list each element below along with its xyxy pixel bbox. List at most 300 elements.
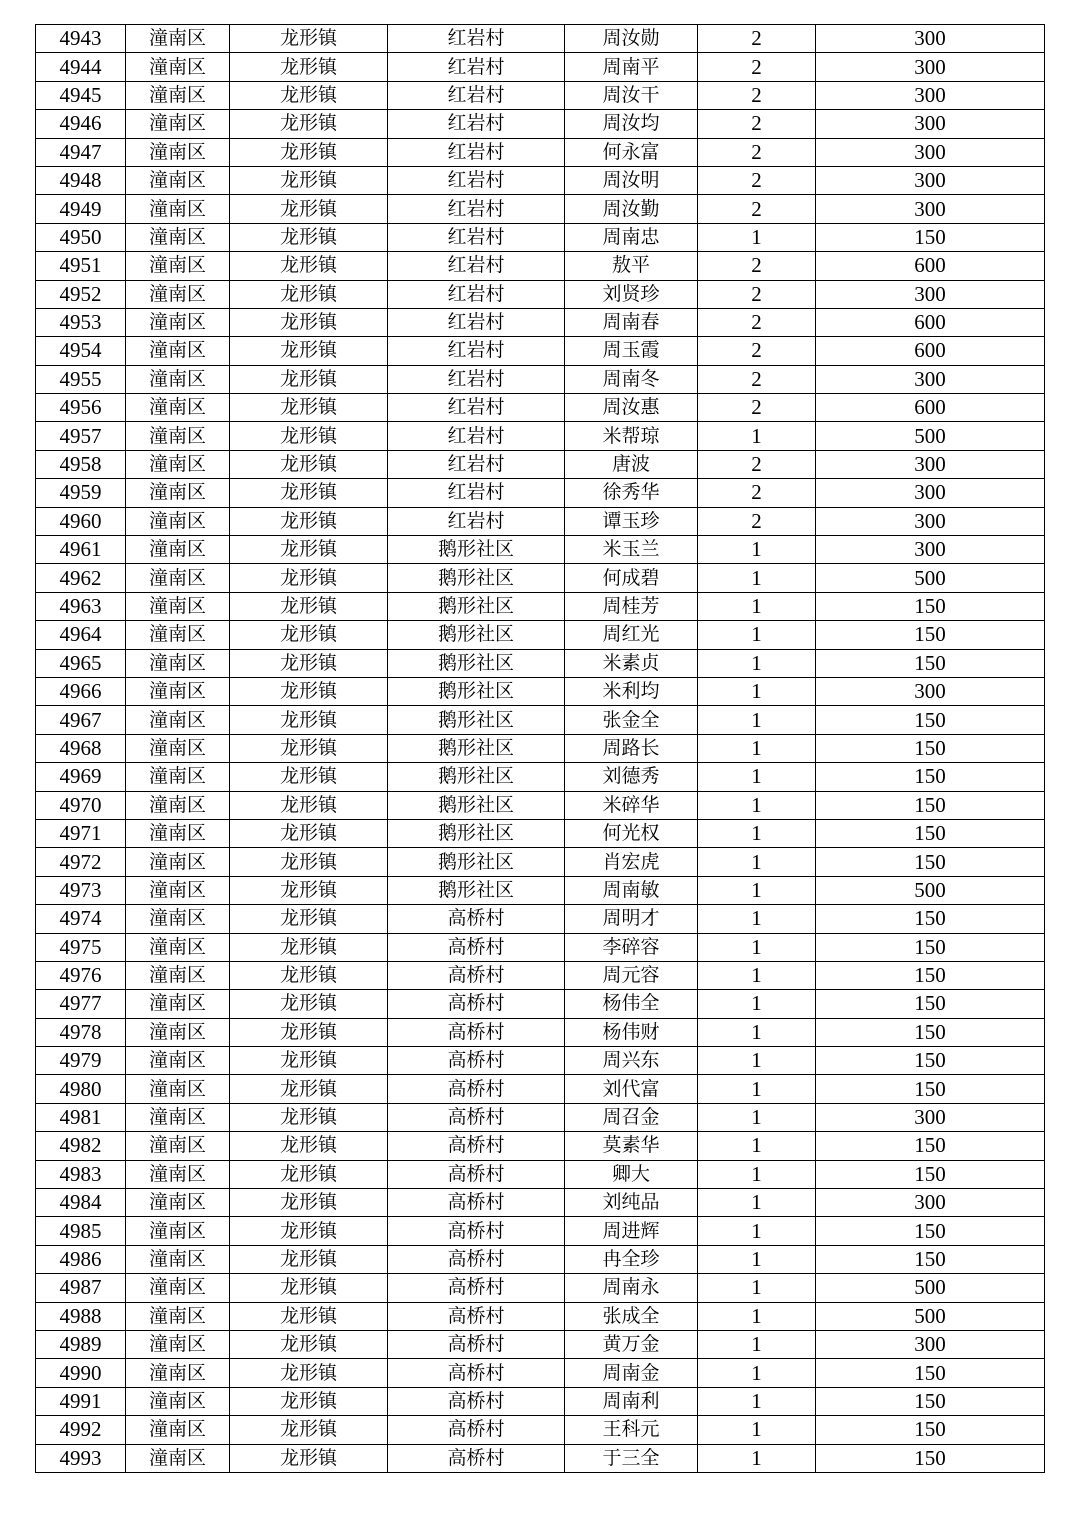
cell-amount: 300 xyxy=(816,479,1045,507)
cell-people: 1 xyxy=(698,1160,816,1188)
table-row xyxy=(36,1274,1045,1302)
cell-district: 潼南区 xyxy=(126,1302,230,1330)
cell-name: 周汝均 xyxy=(565,110,698,138)
cell-no: 4988 xyxy=(36,1302,126,1330)
cell-no: 4951 xyxy=(36,252,126,280)
cell-town: 龙形镇 xyxy=(230,507,388,535)
cell-name: 周汝干 xyxy=(565,81,698,109)
cell-amount: 300 xyxy=(816,677,1045,705)
table-row xyxy=(36,1416,1045,1444)
cell-town: 龙形镇 xyxy=(230,252,388,280)
table-row xyxy=(36,166,1045,194)
cell-amount: 600 xyxy=(816,252,1045,280)
cell-name: 周玉霞 xyxy=(565,337,698,365)
cell-town: 龙形镇 xyxy=(230,280,388,308)
cell-village: 红岩村 xyxy=(388,450,565,478)
cell-village: 高桥村 xyxy=(388,905,565,933)
cell-no: 4956 xyxy=(36,394,126,422)
cell-amount: 150 xyxy=(816,1416,1045,1444)
cell-town: 龙形镇 xyxy=(230,308,388,336)
cell-amount: 150 xyxy=(816,1160,1045,1188)
table-row xyxy=(36,621,1045,649)
cell-amount: 300 xyxy=(816,1103,1045,1131)
records-table xyxy=(35,24,1045,1473)
cell-village: 鹅形社区 xyxy=(388,763,565,791)
cell-name: 刘代富 xyxy=(565,1075,698,1103)
cell-village: 红岩村 xyxy=(388,365,565,393)
cell-district: 潼南区 xyxy=(126,1330,230,1358)
cell-no: 4954 xyxy=(36,337,126,365)
cell-people: 1 xyxy=(698,1103,816,1131)
cell-village: 鹅形社区 xyxy=(388,536,565,564)
cell-name: 杨伟财 xyxy=(565,1018,698,1046)
cell-district: 潼南区 xyxy=(126,1274,230,1302)
cell-people: 1 xyxy=(698,592,816,620)
cell-no: 4961 xyxy=(36,536,126,564)
cell-no: 4947 xyxy=(36,138,126,166)
table-row xyxy=(36,138,1045,166)
cell-people: 2 xyxy=(698,479,816,507)
cell-district: 潼南区 xyxy=(126,677,230,705)
table-row xyxy=(36,1302,1045,1330)
cell-no: 4991 xyxy=(36,1387,126,1415)
cell-town: 龙形镇 xyxy=(230,1075,388,1103)
cell-amount: 300 xyxy=(816,166,1045,194)
cell-village: 鹅形社区 xyxy=(388,677,565,705)
cell-name: 唐波 xyxy=(565,450,698,478)
cell-no: 4964 xyxy=(36,621,126,649)
cell-name: 冉全珍 xyxy=(565,1245,698,1273)
cell-town: 龙形镇 xyxy=(230,649,388,677)
cell-amount: 150 xyxy=(816,763,1045,791)
cell-people: 1 xyxy=(698,223,816,251)
cell-district: 潼南区 xyxy=(126,1047,230,1075)
cell-amount: 150 xyxy=(816,734,1045,762)
cell-town: 龙形镇 xyxy=(230,1330,388,1358)
cell-town: 龙形镇 xyxy=(230,195,388,223)
cell-town: 龙形镇 xyxy=(230,110,388,138)
cell-amount: 300 xyxy=(816,507,1045,535)
cell-people: 2 xyxy=(698,195,816,223)
cell-amount: 150 xyxy=(816,706,1045,734)
cell-town: 龙形镇 xyxy=(230,592,388,620)
cell-no: 4943 xyxy=(36,25,126,53)
cell-name: 杨伟全 xyxy=(565,990,698,1018)
table-row xyxy=(36,592,1045,620)
table-row xyxy=(36,1132,1045,1160)
cell-people: 1 xyxy=(698,1047,816,1075)
cell-village: 鹅形社区 xyxy=(388,848,565,876)
cell-village: 鹅形社区 xyxy=(388,649,565,677)
table-row xyxy=(36,308,1045,336)
cell-no: 4987 xyxy=(36,1274,126,1302)
cell-no: 4957 xyxy=(36,422,126,450)
cell-village: 红岩村 xyxy=(388,81,565,109)
cell-amount: 300 xyxy=(816,450,1045,478)
cell-town: 龙形镇 xyxy=(230,706,388,734)
table-row xyxy=(36,365,1045,393)
cell-village: 高桥村 xyxy=(388,990,565,1018)
cell-name: 周元容 xyxy=(565,961,698,989)
cell-town: 龙形镇 xyxy=(230,933,388,961)
table-row xyxy=(36,1160,1045,1188)
cell-no: 4973 xyxy=(36,876,126,904)
cell-name: 周兴东 xyxy=(565,1047,698,1075)
cell-town: 龙形镇 xyxy=(230,166,388,194)
cell-name: 周召金 xyxy=(565,1103,698,1131)
cell-people: 1 xyxy=(698,422,816,450)
cell-town: 龙形镇 xyxy=(230,677,388,705)
table-row xyxy=(36,1047,1045,1075)
cell-no: 4972 xyxy=(36,848,126,876)
cell-name: 周汝勋 xyxy=(565,25,698,53)
cell-district: 潼南区 xyxy=(126,450,230,478)
table-row xyxy=(36,81,1045,109)
table-row xyxy=(36,876,1045,904)
cell-district: 潼南区 xyxy=(126,308,230,336)
cell-name: 何光权 xyxy=(565,819,698,847)
cell-name: 周南利 xyxy=(565,1387,698,1415)
cell-town: 龙形镇 xyxy=(230,1189,388,1217)
cell-village: 鹅形社区 xyxy=(388,734,565,762)
cell-amount: 150 xyxy=(816,1217,1045,1245)
cell-amount: 300 xyxy=(816,25,1045,53)
cell-village: 高桥村 xyxy=(388,1416,565,1444)
cell-district: 潼南区 xyxy=(126,961,230,989)
cell-people: 1 xyxy=(698,990,816,1018)
cell-amount: 300 xyxy=(816,53,1045,81)
cell-district: 潼南区 xyxy=(126,1018,230,1046)
cell-village: 高桥村 xyxy=(388,1047,565,1075)
cell-no: 4969 xyxy=(36,763,126,791)
cell-village: 高桥村 xyxy=(388,1217,565,1245)
cell-amount: 300 xyxy=(816,280,1045,308)
cell-people: 1 xyxy=(698,961,816,989)
table-row xyxy=(36,1387,1045,1415)
cell-town: 龙形镇 xyxy=(230,1217,388,1245)
cell-people: 2 xyxy=(698,138,816,166)
cell-amount: 150 xyxy=(816,819,1045,847)
cell-district: 潼南区 xyxy=(126,280,230,308)
cell-district: 潼南区 xyxy=(126,706,230,734)
cell-name: 何永富 xyxy=(565,138,698,166)
cell-district: 潼南区 xyxy=(126,110,230,138)
cell-town: 龙形镇 xyxy=(230,422,388,450)
cell-town: 龙形镇 xyxy=(230,1018,388,1046)
cell-village: 红岩村 xyxy=(388,479,565,507)
cell-village: 高桥村 xyxy=(388,1075,565,1103)
cell-amount: 150 xyxy=(816,1245,1045,1273)
cell-district: 潼南区 xyxy=(126,564,230,592)
cell-town: 龙形镇 xyxy=(230,81,388,109)
cell-village: 红岩村 xyxy=(388,252,565,280)
cell-name: 米碎华 xyxy=(565,791,698,819)
cell-no: 4970 xyxy=(36,791,126,819)
cell-amount: 600 xyxy=(816,337,1045,365)
cell-amount: 150 xyxy=(816,649,1045,677)
cell-no: 4944 xyxy=(36,53,126,81)
table-row xyxy=(36,961,1045,989)
cell-amount: 500 xyxy=(816,876,1045,904)
table-row xyxy=(36,110,1045,138)
cell-town: 龙形镇 xyxy=(230,1132,388,1160)
cell-name: 王科元 xyxy=(565,1416,698,1444)
cell-district: 潼南区 xyxy=(126,876,230,904)
cell-no: 4965 xyxy=(36,649,126,677)
cell-village: 红岩村 xyxy=(388,422,565,450)
cell-people: 1 xyxy=(698,1330,816,1358)
cell-no: 4980 xyxy=(36,1075,126,1103)
cell-district: 潼南区 xyxy=(126,621,230,649)
cell-town: 龙形镇 xyxy=(230,1416,388,1444)
cell-town: 龙形镇 xyxy=(230,1245,388,1273)
cell-name: 周明才 xyxy=(565,905,698,933)
cell-district: 潼南区 xyxy=(126,1387,230,1415)
cell-district: 潼南区 xyxy=(126,1416,230,1444)
cell-amount: 150 xyxy=(816,1444,1045,1472)
cell-no: 4981 xyxy=(36,1103,126,1131)
cell-town: 龙形镇 xyxy=(230,1359,388,1387)
table-row xyxy=(36,649,1045,677)
table-row xyxy=(36,280,1045,308)
cell-amount: 300 xyxy=(816,110,1045,138)
cell-amount: 150 xyxy=(816,223,1045,251)
cell-amount: 300 xyxy=(816,195,1045,223)
cell-village: 高桥村 xyxy=(388,933,565,961)
cell-amount: 300 xyxy=(816,365,1045,393)
table-row xyxy=(36,479,1045,507)
table-row xyxy=(36,1189,1045,1217)
cell-no: 4982 xyxy=(36,1132,126,1160)
cell-no: 4967 xyxy=(36,706,126,734)
cell-district: 潼南区 xyxy=(126,1444,230,1472)
cell-name: 周汝勤 xyxy=(565,195,698,223)
cell-district: 潼南区 xyxy=(126,166,230,194)
cell-no: 4978 xyxy=(36,1018,126,1046)
cell-village: 高桥村 xyxy=(388,1274,565,1302)
cell-district: 潼南区 xyxy=(126,933,230,961)
cell-no: 4962 xyxy=(36,564,126,592)
cell-amount: 150 xyxy=(816,1132,1045,1160)
cell-town: 龙形镇 xyxy=(230,450,388,478)
cell-village: 红岩村 xyxy=(388,195,565,223)
table-row xyxy=(36,25,1045,53)
cell-no: 4975 xyxy=(36,933,126,961)
cell-village: 红岩村 xyxy=(388,394,565,422)
cell-name: 周南冬 xyxy=(565,365,698,393)
cell-name: 刘德秀 xyxy=(565,763,698,791)
cell-town: 龙形镇 xyxy=(230,25,388,53)
cell-district: 潼南区 xyxy=(126,252,230,280)
cell-amount: 150 xyxy=(816,1047,1045,1075)
cell-district: 潼南区 xyxy=(126,1132,230,1160)
table-row xyxy=(36,819,1045,847)
cell-district: 潼南区 xyxy=(126,1189,230,1217)
cell-no: 4984 xyxy=(36,1189,126,1217)
cell-town: 龙形镇 xyxy=(230,536,388,564)
cell-district: 潼南区 xyxy=(126,138,230,166)
table-row xyxy=(36,933,1045,961)
table-row xyxy=(36,195,1045,223)
cell-no: 4958 xyxy=(36,450,126,478)
cell-district: 潼南区 xyxy=(126,990,230,1018)
cell-people: 1 xyxy=(698,564,816,592)
cell-amount: 150 xyxy=(816,621,1045,649)
table-row xyxy=(36,422,1045,450)
cell-amount: 500 xyxy=(816,1302,1045,1330)
cell-name: 张金全 xyxy=(565,706,698,734)
cell-village: 高桥村 xyxy=(388,1302,565,1330)
cell-village: 鹅形社区 xyxy=(388,876,565,904)
table-body xyxy=(36,25,1045,1473)
table-row xyxy=(36,450,1045,478)
cell-village: 鹅形社区 xyxy=(388,564,565,592)
cell-name: 米素贞 xyxy=(565,649,698,677)
cell-name: 徐秀华 xyxy=(565,479,698,507)
cell-amount: 300 xyxy=(816,536,1045,564)
cell-town: 龙形镇 xyxy=(230,734,388,762)
cell-village: 红岩村 xyxy=(388,507,565,535)
cell-district: 潼南区 xyxy=(126,223,230,251)
cell-district: 潼南区 xyxy=(126,195,230,223)
cell-people: 1 xyxy=(698,1302,816,1330)
cell-village: 红岩村 xyxy=(388,138,565,166)
table-row xyxy=(36,252,1045,280)
cell-amount: 300 xyxy=(816,81,1045,109)
cell-town: 龙形镇 xyxy=(230,848,388,876)
cell-people: 1 xyxy=(698,706,816,734)
cell-amount: 150 xyxy=(816,791,1045,819)
cell-town: 龙形镇 xyxy=(230,876,388,904)
cell-people: 1 xyxy=(698,536,816,564)
cell-people: 1 xyxy=(698,621,816,649)
cell-town: 龙形镇 xyxy=(230,791,388,819)
cell-town: 龙形镇 xyxy=(230,138,388,166)
cell-village: 鹅形社区 xyxy=(388,592,565,620)
cell-name: 刘纯品 xyxy=(565,1189,698,1217)
table-row xyxy=(36,791,1045,819)
cell-amount: 150 xyxy=(816,848,1045,876)
cell-amount: 150 xyxy=(816,990,1045,1018)
cell-town: 龙形镇 xyxy=(230,479,388,507)
cell-no: 4977 xyxy=(36,990,126,1018)
cell-amount: 150 xyxy=(816,961,1045,989)
table-row xyxy=(36,763,1045,791)
cell-district: 潼南区 xyxy=(126,734,230,762)
cell-town: 龙形镇 xyxy=(230,1274,388,1302)
cell-people: 2 xyxy=(698,365,816,393)
cell-town: 龙形镇 xyxy=(230,1103,388,1131)
cell-people: 1 xyxy=(698,819,816,847)
table-row xyxy=(36,677,1045,705)
cell-people: 1 xyxy=(698,1359,816,1387)
cell-name: 周南金 xyxy=(565,1359,698,1387)
cell-district: 潼南区 xyxy=(126,1217,230,1245)
cell-name: 周进辉 xyxy=(565,1217,698,1245)
cell-people: 1 xyxy=(698,1217,816,1245)
cell-people: 2 xyxy=(698,53,816,81)
cell-name: 肖宏虎 xyxy=(565,848,698,876)
cell-no: 4979 xyxy=(36,1047,126,1075)
cell-district: 潼南区 xyxy=(126,337,230,365)
cell-village: 红岩村 xyxy=(388,166,565,194)
cell-people: 2 xyxy=(698,81,816,109)
cell-amount: 300 xyxy=(816,138,1045,166)
cell-name: 刘贤珍 xyxy=(565,280,698,308)
cell-people: 1 xyxy=(698,1444,816,1472)
cell-name: 黄万金 xyxy=(565,1330,698,1358)
cell-no: 4986 xyxy=(36,1245,126,1273)
cell-district: 潼南区 xyxy=(126,81,230,109)
cell-people: 1 xyxy=(698,1018,816,1046)
cell-amount: 150 xyxy=(816,905,1045,933)
cell-district: 潼南区 xyxy=(126,536,230,564)
cell-name: 于三全 xyxy=(565,1444,698,1472)
cell-village: 鹅形社区 xyxy=(388,621,565,649)
cell-people: 1 xyxy=(698,734,816,762)
cell-village: 高桥村 xyxy=(388,1018,565,1046)
cell-district: 潼南区 xyxy=(126,905,230,933)
cell-town: 龙形镇 xyxy=(230,961,388,989)
cell-village: 高桥村 xyxy=(388,1103,565,1131)
cell-name: 米玉兰 xyxy=(565,536,698,564)
cell-village: 鹅形社区 xyxy=(388,791,565,819)
cell-people: 2 xyxy=(698,280,816,308)
cell-no: 4945 xyxy=(36,81,126,109)
cell-people: 1 xyxy=(698,876,816,904)
cell-people: 2 xyxy=(698,450,816,478)
cell-village: 鹅形社区 xyxy=(388,706,565,734)
cell-name: 周红光 xyxy=(565,621,698,649)
cell-town: 龙形镇 xyxy=(230,394,388,422)
cell-village: 高桥村 xyxy=(388,1387,565,1415)
table-row xyxy=(36,1018,1045,1046)
cell-name: 米帮琼 xyxy=(565,422,698,450)
cell-name: 周南平 xyxy=(565,53,698,81)
cell-no: 4990 xyxy=(36,1359,126,1387)
cell-name: 周桂芳 xyxy=(565,592,698,620)
cell-people: 2 xyxy=(698,308,816,336)
cell-town: 龙形镇 xyxy=(230,1302,388,1330)
cell-people: 1 xyxy=(698,1387,816,1415)
cell-people: 1 xyxy=(698,1274,816,1302)
cell-amount: 150 xyxy=(816,933,1045,961)
cell-town: 龙形镇 xyxy=(230,1047,388,1075)
table-row xyxy=(36,1217,1045,1245)
cell-no: 4949 xyxy=(36,195,126,223)
cell-district: 潼南区 xyxy=(126,592,230,620)
cell-people: 1 xyxy=(698,1132,816,1160)
cell-no: 4955 xyxy=(36,365,126,393)
cell-no: 4946 xyxy=(36,110,126,138)
cell-amount: 150 xyxy=(816,1018,1045,1046)
cell-name: 卿大 xyxy=(565,1160,698,1188)
cell-district: 潼南区 xyxy=(126,791,230,819)
cell-district: 潼南区 xyxy=(126,507,230,535)
cell-no: 4968 xyxy=(36,734,126,762)
cell-amount: 300 xyxy=(816,1189,1045,1217)
cell-people: 1 xyxy=(698,1189,816,1217)
cell-people: 1 xyxy=(698,933,816,961)
cell-district: 潼南区 xyxy=(126,394,230,422)
cell-village: 红岩村 xyxy=(388,337,565,365)
table-row xyxy=(36,337,1045,365)
cell-people: 2 xyxy=(698,166,816,194)
cell-amount: 300 xyxy=(816,1330,1045,1358)
cell-people: 1 xyxy=(698,1245,816,1273)
cell-district: 潼南区 xyxy=(126,422,230,450)
cell-no: 4992 xyxy=(36,1416,126,1444)
